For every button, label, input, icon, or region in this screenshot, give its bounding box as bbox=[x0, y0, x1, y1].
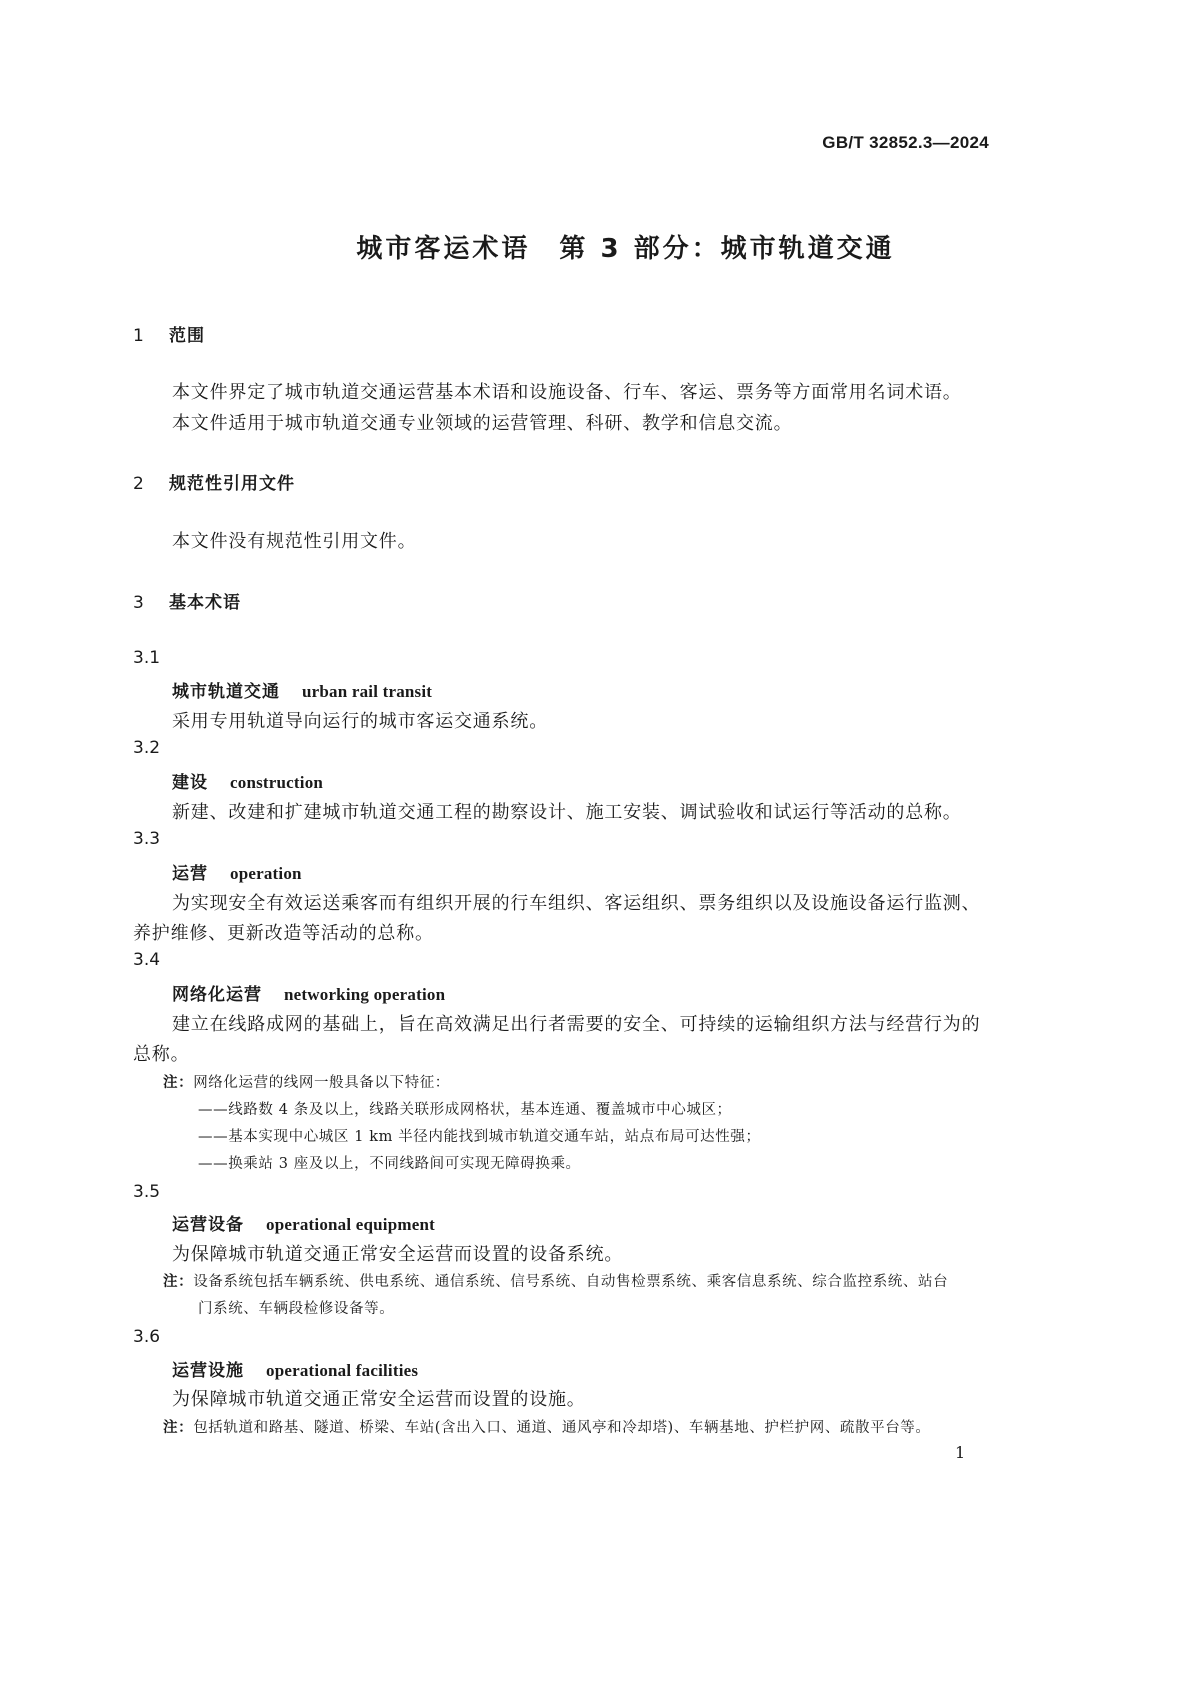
term-entry bbox=[172, 677, 432, 702]
term-zh: 网络化运营 bbox=[172, 985, 262, 1005]
section-title: 规范性引用文件 bbox=[169, 474, 295, 494]
note-text: 网络化运营的线网一般具备以下特征： bbox=[193, 1075, 450, 1091]
document-title: 城市客运术语 第 3 部分：城市轨道交通 bbox=[356, 234, 895, 264]
note bbox=[163, 1416, 931, 1437]
page-number: 1 bbox=[955, 1443, 966, 1462]
term-en: operational equipment bbox=[266, 1215, 436, 1234]
term-entry bbox=[172, 1356, 418, 1381]
term-entry bbox=[172, 768, 323, 793]
term-zh: 城市轨道交通 bbox=[172, 682, 280, 702]
term-zh: 运营设备 bbox=[172, 1215, 244, 1235]
term-en: operational facilities bbox=[266, 1361, 419, 1380]
section-title: 基本术语 bbox=[169, 593, 241, 613]
term-number: 3.1 bbox=[133, 648, 161, 668]
term-definition: 建立在线路成网的基础上，旨在高效满足出行者需要的安全、可持续的运输组织方法与经营行为的 bbox=[172, 1014, 981, 1035]
section-title: 范围 bbox=[169, 326, 205, 346]
term-zh: 建设 bbox=[172, 773, 208, 793]
section-2-heading bbox=[133, 469, 295, 494]
paragraph: 本文件没有规范性引用文件。 bbox=[172, 531, 417, 552]
term-entry bbox=[172, 859, 302, 884]
term-en: networking operation bbox=[284, 985, 446, 1004]
note-label: 注： bbox=[163, 1420, 194, 1436]
term-definition: 为保障城市轨道交通正常安全运营而设置的设施。 bbox=[172, 1389, 586, 1410]
paragraph: 本文件适用于城市轨道交通专业领域的运营管理、科研、教学和信息交流。 bbox=[172, 413, 793, 434]
term-number: 3.4 bbox=[133, 950, 161, 970]
standard-number: GB/T 32852.3—2024 bbox=[822, 133, 989, 152]
term-entry bbox=[172, 1210, 435, 1235]
note-text-cont: 门系统、车辆段检修设备等。 bbox=[198, 1301, 395, 1317]
term-number: 3.3 bbox=[133, 829, 161, 849]
section-number: 1 bbox=[133, 326, 145, 346]
term-definition: 采用专用轨道导向运行的城市客运交通系统。 bbox=[172, 711, 548, 732]
note bbox=[163, 1270, 948, 1291]
section-1-heading bbox=[133, 321, 205, 346]
paragraph: 本文件界定了城市轨道交通运营基本术语和设施设备、行车、客运、票务等方面常用名词术语。 bbox=[172, 382, 962, 403]
term-entry bbox=[172, 980, 445, 1005]
term-definition: 新建、改建和扩建城市轨道交通工程的勘察设计、施工安装、调试验收和试运行等活动的总称。 bbox=[172, 802, 962, 823]
term-zh: 运营 bbox=[172, 864, 208, 884]
note-label: 注： bbox=[163, 1075, 194, 1091]
note-text: 设备系统包括车辆系统、供电系统、通信系统、信号系统、自动售检票系统、乘客信息系统、综合监控系统、站台 bbox=[193, 1274, 949, 1290]
section-number: 2 bbox=[133, 474, 145, 494]
term-number: 3.6 bbox=[133, 1327, 161, 1347]
note-text: 包括轨道和路基、隧道、桥梁、车站(含出入口、通道、通风亭和冷却塔)、车辆基地、护栏护网、疏散平台等。 bbox=[193, 1420, 931, 1436]
term-definition-cont: 总称。 bbox=[133, 1044, 190, 1065]
term-en: operation bbox=[230, 864, 302, 883]
term-definition: 为保障城市轨道交通正常安全运营而设置的设备系统。 bbox=[172, 1244, 624, 1265]
section-number: 3 bbox=[133, 593, 145, 613]
list-item: ——换乘站 3 座及以上，不同线路间可实现无障碍换乘。 bbox=[198, 1156, 581, 1172]
term-en: urban rail transit bbox=[302, 682, 433, 701]
term-number: 3.2 bbox=[133, 738, 161, 758]
term-zh: 运营设施 bbox=[172, 1361, 244, 1381]
note bbox=[163, 1071, 450, 1092]
term-number: 3.5 bbox=[133, 1182, 161, 1202]
section-3-heading bbox=[133, 588, 241, 613]
list-item: ——线路数 4 条及以上，线路关联形成网格状，基本连通、覆盖城市中心城区； bbox=[198, 1102, 732, 1118]
note-label: 注： bbox=[163, 1274, 194, 1290]
term-definition-cont: 养护维修、更新改造等活动的总称。 bbox=[133, 923, 434, 944]
term-en: construction bbox=[230, 773, 324, 792]
term-definition: 为实现安全有效运送乘客而有组织开展的行车组织、客运组织、票务组织以及设施设备运行监测、 bbox=[172, 893, 981, 914]
list-item: ——基本实现中心城区 1 km 半径内能找到城市轨道交通车站，站点布局可达性强； bbox=[198, 1129, 761, 1145]
